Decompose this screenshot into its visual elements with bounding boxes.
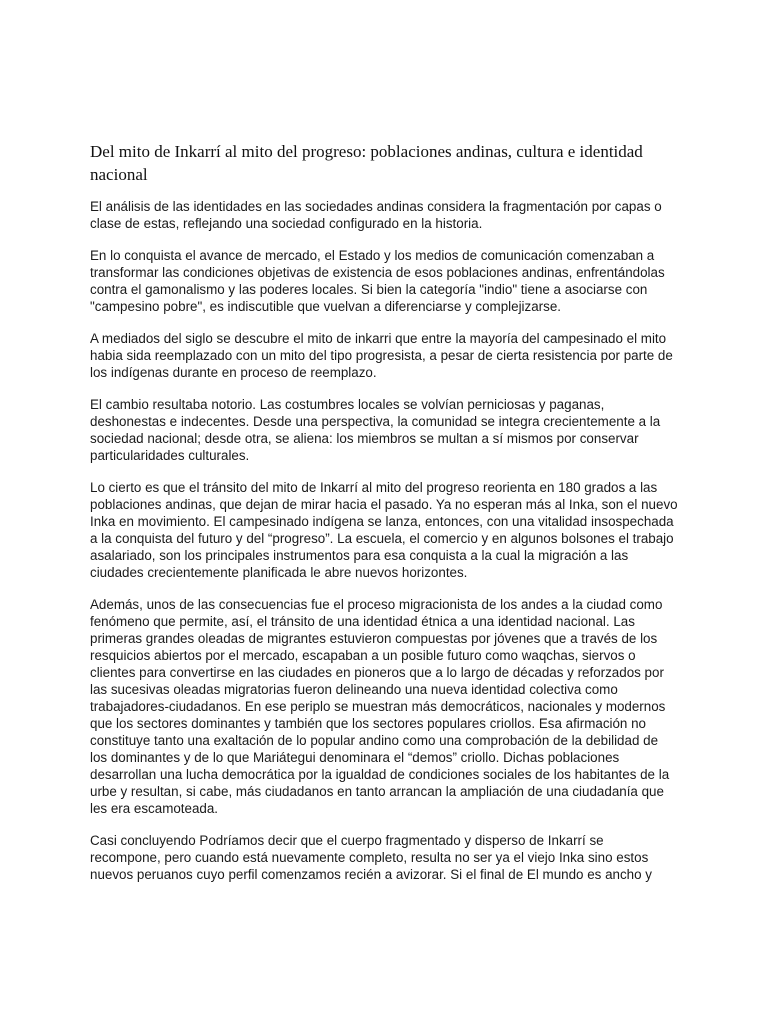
paragraph-6: Además, unos de las consecuencias fue el proceso migracionista de los andes a la ciudad como fenómeno que permite, así, el tránsito de una identidad étnica a una identidad nacional. Las primeras grandes oleadas de migrantes estuvieron compuestas por jóvenes que a través de los resquicios abiertos por el mercado, escapaban a un posible futuro como waqchas, siervos o clientes para convertirse en las ciudades en pioneros que a lo largo de décadas y reforzados por las sucesivas oleadas migratorias fueron delineando una nueva identidad colectiva como trabajadores-ciudadanos. En ese periplo se muestran más democráticos, nacionales y modernos que los sectores dominantes y también que los sectores populares criollos. Esa afirmación no constituye tanto una exaltación de lo popular andino como una comprobación de la debilidad de los dominantes y de lo que Mariátegui denominara el “demos” criollo. Dichas poblaciones desarrollan una lucha democrática por la igualdad de condiciones sociales de los habitantes de la urbe y resultan, si cabe, más ciudadanos en tanto arrancan la ampliación de una ciudadanía que les era escamoteada.	[90, 597, 670, 816]
paragraph-7: Casi concluyendo Podríamos decir que el cuerpo fragmentado y disperso de Inkarrí se recompone, pero cuando está nuevamente completo, resulta no ser ya el viejo Inka sino estos nuevos peruanos cuyo perfil comenzamos recién a avizorar. Si el final de El mundo es ancho y	[90, 833, 652, 882]
document-page	[90, 140, 678, 898]
paragraph-1: El análisis de las identidades en las sociedades andinas considera la fragmentación por capas o clase de estas, reflejando una sociedad configurado en la historia.	[90, 199, 662, 231]
paragraph-5: Lo cierto es que el tránsito del mito de Inkarrí al mito del progreso reorienta en 180 grados a las poblaciones andinas, que dejan de mirar hacia el pasado. Ya no esperan más al Inka, son el nuevo Inka en movimiento. El campesinado indígena se lanza, entonces, con una vitalidad insospechada a la conquista del futuro y del “progreso”. La escuela, el comercio y en algunos bolsones el trabajo asalariado, son los principales instrumentos para esa conquista a la cual la migración a las ciudades crecientemente planificada le abre nuevos horizontes.	[90, 480, 678, 580]
paragraph-3: A mediados del siglo se descubre el mito de inkarri que entre la mayoría del campesinado el mito habia sida reemplazado con un mito del tipo progresista, a pesar de cierta resistencia por parte de los indígenas durante en proceso de reemplazo.	[90, 331, 673, 380]
paragraph-4: El cambio resultaba notorio. Las costumbres locales se volvían perniciosas y paganas, deshonestas e indecentes. Desde una perspectiva, la comunidad se integra crecientemente a la sociedad nacional; desde otra, se aliena: los miembros se multan a sí mismos por conservar particularidades culturales.	[90, 397, 661, 463]
document-title: Del mito de Inkarrí al mito del progreso: poblaciones andinas, cultura e identidad nacional	[90, 142, 643, 184]
paragraph-2: En lo conquista el avance de mercado, el Estado y los medios de comunicación comenzaban a transformar las condiciones objetivas de existencia de esos poblaciones andinas, enfrentándolas contra el gamonalismo y las poderes locales. Si bien la categoría "indio" tiene a asociarse con "campesino pobre", es indiscutible que vuelvan a diferenciarse y complejizarse.	[90, 248, 665, 314]
